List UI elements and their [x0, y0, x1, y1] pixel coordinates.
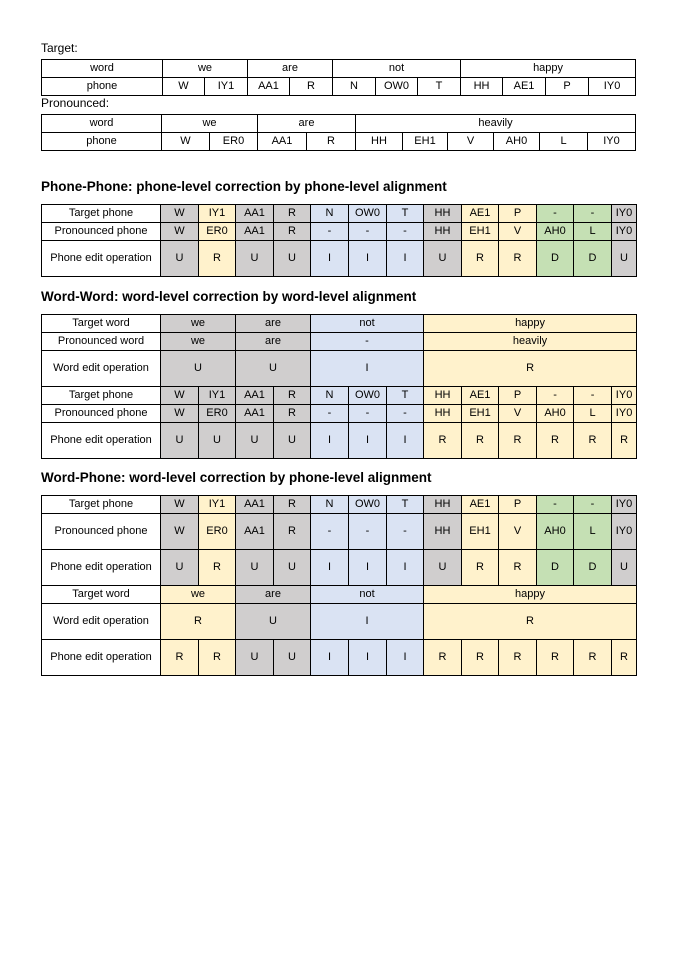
row-label: Phone edit operation — [42, 550, 161, 586]
phone-cell: W — [161, 387, 199, 405]
phone-cell: R — [274, 223, 311, 241]
op-cell: I — [387, 423, 424, 459]
op-cell: R — [574, 640, 612, 676]
op-cell: I — [349, 550, 387, 586]
op-cell: U — [612, 241, 637, 277]
phone-cell: V — [499, 223, 537, 241]
phone-cell: IY0 — [612, 496, 637, 514]
target-word-cell: are — [248, 60, 333, 78]
word-cell: happy — [424, 586, 637, 604]
row-label: Pronounced phone — [42, 405, 161, 423]
target-phone-cell: AE1 — [503, 78, 546, 96]
phone-cell: - — [537, 205, 574, 223]
op-cell: U — [274, 241, 311, 277]
op-cell: R — [199, 640, 236, 676]
op-cell: I — [311, 351, 424, 387]
target-phone-cell: P — [546, 78, 589, 96]
row-label: Pronounced phone — [42, 223, 161, 241]
phone-cell: EH1 — [462, 223, 499, 241]
word-cell: - — [311, 333, 424, 351]
op-cell: U — [612, 550, 637, 586]
phone-cell: ER0 — [199, 514, 236, 550]
phone-cell: AA1 — [236, 496, 274, 514]
word-word-table — [41, 314, 637, 459]
phone-cell: HH — [424, 405, 462, 423]
phone-cell: - — [574, 205, 612, 223]
op-cell: R — [161, 604, 236, 640]
op-cell: I — [387, 550, 424, 586]
target-phone-header: phone — [42, 78, 163, 96]
op-cell: R — [499, 241, 537, 277]
op-cell: U — [199, 423, 236, 459]
phone-cell: T — [387, 205, 424, 223]
word-cell: are — [236, 333, 311, 351]
phone-cell: AE1 — [462, 205, 499, 223]
target-word-cell: happy — [461, 60, 636, 78]
phone-cell: OW0 — [349, 387, 387, 405]
op-cell: U — [236, 351, 311, 387]
phone-cell: W — [161, 205, 199, 223]
op-cell: U — [236, 241, 274, 277]
op-cell: R — [199, 550, 236, 586]
op-cell: R — [462, 241, 499, 277]
op-cell: U — [274, 423, 311, 459]
op-cell: R — [537, 640, 574, 676]
word-cell: not — [311, 315, 424, 333]
op-cell: R — [537, 423, 574, 459]
target-phone-cell: HH — [461, 78, 503, 96]
word-phone-table — [41, 495, 637, 676]
phone-cell: R — [274, 205, 311, 223]
target-word-cell: we — [163, 60, 248, 78]
phone-cell: AA1 — [236, 405, 274, 423]
row-label: Word edit operation — [42, 604, 161, 640]
op-cell: R — [499, 550, 537, 586]
phone-cell: HH — [424, 223, 462, 241]
pronounced-phone-cell: L — [540, 133, 588, 151]
target-phone-cell: R — [290, 78, 333, 96]
phone-cell: V — [499, 514, 537, 550]
pronounced-word-cell: heavily — [356, 115, 636, 133]
row-label: Target phone — [42, 496, 161, 514]
target-phone-cell: OW0 — [376, 78, 418, 96]
op-cell: R — [199, 241, 236, 277]
op-cell: U — [236, 550, 274, 586]
target-phone-cell: N — [333, 78, 376, 96]
phone-cell: - — [387, 405, 424, 423]
phone-cell: AH0 — [537, 514, 574, 550]
phone-cell: IY1 — [199, 205, 236, 223]
op-cell: R — [612, 640, 637, 676]
phone-cell: T — [387, 387, 424, 405]
op-cell: R — [499, 423, 537, 459]
phone-cell: - — [537, 387, 574, 405]
pronounced-phone-header: phone — [42, 133, 162, 151]
phone-cell: W — [161, 496, 199, 514]
target-table — [41, 59, 636, 96]
pronounced-phone-cell: HH — [356, 133, 403, 151]
pronounced-phone-cell: AH0 — [494, 133, 540, 151]
pronounced-table — [41, 114, 636, 151]
op-cell: I — [349, 241, 387, 277]
row-label: Word edit operation — [42, 351, 161, 387]
pronounced-phone-cell: AA1 — [258, 133, 307, 151]
target-label: Target: — [41, 41, 78, 55]
phone-cell: - — [311, 223, 349, 241]
row-label: Target phone — [42, 387, 161, 405]
phone-cell: - — [311, 405, 349, 423]
target-phone-cell: W — [163, 78, 205, 96]
op-cell: R — [499, 640, 537, 676]
phone-cell: - — [349, 223, 387, 241]
phone-cell: R — [274, 405, 311, 423]
target-word-cell: not — [333, 60, 461, 78]
target-word-header: word — [42, 60, 163, 78]
op-cell: D — [537, 550, 574, 586]
phone-cell: AA1 — [236, 205, 274, 223]
op-cell: U — [161, 550, 199, 586]
op-cell: D — [574, 550, 612, 586]
op-cell: R — [462, 550, 499, 586]
phone-cell: IY1 — [199, 387, 236, 405]
phone-cell: W — [161, 223, 199, 241]
op-cell: I — [311, 550, 349, 586]
row-label: Pronounced word — [42, 333, 161, 351]
phone-cell: W — [161, 514, 199, 550]
phone-cell: V — [499, 405, 537, 423]
op-cell: I — [311, 640, 349, 676]
word-cell: we — [161, 333, 236, 351]
phone-cell: HH — [424, 514, 462, 550]
op-cell: R — [424, 640, 462, 676]
op-cell: I — [387, 640, 424, 676]
phone-cell: N — [311, 387, 349, 405]
phone-cell: ER0 — [199, 223, 236, 241]
pronounced-phone-cell: EH1 — [403, 133, 448, 151]
phone-cell: ER0 — [199, 405, 236, 423]
op-cell: I — [311, 604, 424, 640]
word-cell: heavily — [424, 333, 637, 351]
op-cell: R — [574, 423, 612, 459]
phone-cell: HH — [424, 496, 462, 514]
word-cell: we — [161, 315, 236, 333]
word-phone-heading: Word-Phone: word-level correction by phone-level alignment — [41, 470, 432, 485]
phone-cell: IY0 — [612, 387, 637, 405]
pronounced-word-header: word — [42, 115, 162, 133]
phone-cell: L — [574, 223, 612, 241]
phone-cell: R — [274, 514, 311, 550]
phone-cell: AE1 — [462, 387, 499, 405]
phone-cell: IY1 — [199, 496, 236, 514]
op-cell: R — [424, 604, 637, 640]
phone-cell: R — [274, 387, 311, 405]
row-label: Target word — [42, 315, 161, 333]
phone-cell: P — [499, 387, 537, 405]
pronounced-label: Pronounced: — [41, 96, 110, 110]
row-label: Target phone — [42, 205, 161, 223]
word-word-heading: Word-Word: word-level correction by word-level alignment — [41, 289, 417, 304]
pronounced-phone-cell: IY0 — [588, 133, 636, 151]
row-label: Pronounced phone — [42, 514, 161, 550]
phone-cell: - — [574, 496, 612, 514]
word-cell: are — [236, 315, 311, 333]
op-cell: R — [612, 423, 637, 459]
op-cell: I — [387, 241, 424, 277]
phone-cell: N — [311, 205, 349, 223]
phone-cell: AH0 — [537, 223, 574, 241]
pronounced-phone-cell: ER0 — [210, 133, 258, 151]
pronounced-phone-cell: R — [307, 133, 356, 151]
phone-cell: N — [311, 496, 349, 514]
pronounced-word-cell: are — [258, 115, 356, 133]
phone-phone-table — [41, 204, 637, 277]
phone-cell: - — [349, 405, 387, 423]
op-cell: U — [274, 640, 311, 676]
target-phone-cell: AA1 — [248, 78, 290, 96]
phone-cell: AH0 — [537, 405, 574, 423]
phone-cell: P — [499, 496, 537, 514]
op-cell: U — [424, 241, 462, 277]
op-cell: R — [161, 640, 199, 676]
op-cell: R — [424, 351, 637, 387]
target-phone-cell: T — [418, 78, 461, 96]
op-cell: U — [161, 241, 199, 277]
word-cell: not — [311, 586, 424, 604]
phone-cell: - — [349, 514, 387, 550]
phone-cell: AE1 — [462, 496, 499, 514]
phone-cell: AA1 — [236, 223, 274, 241]
row-label: Phone edit operation — [42, 640, 161, 676]
phone-cell: HH — [424, 387, 462, 405]
phone-cell: R — [274, 496, 311, 514]
row-label: Phone edit operation — [42, 423, 161, 459]
op-cell: D — [574, 241, 612, 277]
op-cell: R — [462, 640, 499, 676]
phone-cell: IY0 — [612, 514, 637, 550]
op-cell: U — [424, 550, 462, 586]
word-cell: happy — [424, 315, 637, 333]
pronounced-phone-cell: V — [448, 133, 494, 151]
phone-cell: T — [387, 496, 424, 514]
op-cell: U — [161, 351, 236, 387]
phone-cell: OW0 — [349, 496, 387, 514]
op-cell: U — [236, 640, 274, 676]
phone-cell: - — [387, 514, 424, 550]
phone-cell: - — [387, 223, 424, 241]
phone-cell: AA1 — [236, 387, 274, 405]
phone-phone-heading: Phone-Phone: phone-level correction by phone-level alignment — [41, 179, 447, 194]
phone-cell: AA1 — [236, 514, 274, 550]
op-cell: I — [349, 640, 387, 676]
op-cell: I — [349, 423, 387, 459]
phone-cell: L — [574, 514, 612, 550]
op-cell: U — [274, 550, 311, 586]
pronounced-word-cell: we — [162, 115, 258, 133]
phone-cell: EH1 — [462, 405, 499, 423]
op-cell: I — [311, 241, 349, 277]
phone-cell: - — [537, 496, 574, 514]
op-cell: U — [161, 423, 199, 459]
phone-cell: - — [574, 387, 612, 405]
op-cell: I — [311, 423, 349, 459]
phone-cell: EH1 — [462, 514, 499, 550]
phone-cell: HH — [424, 205, 462, 223]
phone-cell: - — [311, 514, 349, 550]
op-cell: U — [236, 423, 274, 459]
target-phone-cell: IY1 — [205, 78, 248, 96]
op-cell: D — [537, 241, 574, 277]
pronounced-phone-cell: W — [162, 133, 210, 151]
op-cell: R — [462, 423, 499, 459]
phone-cell: IY0 — [612, 405, 637, 423]
op-cell: U — [236, 604, 311, 640]
target-phone-cell: IY0 — [589, 78, 636, 96]
phone-cell: P — [499, 205, 537, 223]
word-cell: we — [161, 586, 236, 604]
phone-cell: L — [574, 405, 612, 423]
phone-cell: IY0 — [612, 205, 637, 223]
row-label: Phone edit operation — [42, 241, 161, 277]
word-cell: are — [236, 586, 311, 604]
phone-cell: OW0 — [349, 205, 387, 223]
op-cell: R — [424, 423, 462, 459]
phone-cell: IY0 — [612, 223, 637, 241]
phone-cell: W — [161, 405, 199, 423]
row-label: Target word — [42, 586, 161, 604]
